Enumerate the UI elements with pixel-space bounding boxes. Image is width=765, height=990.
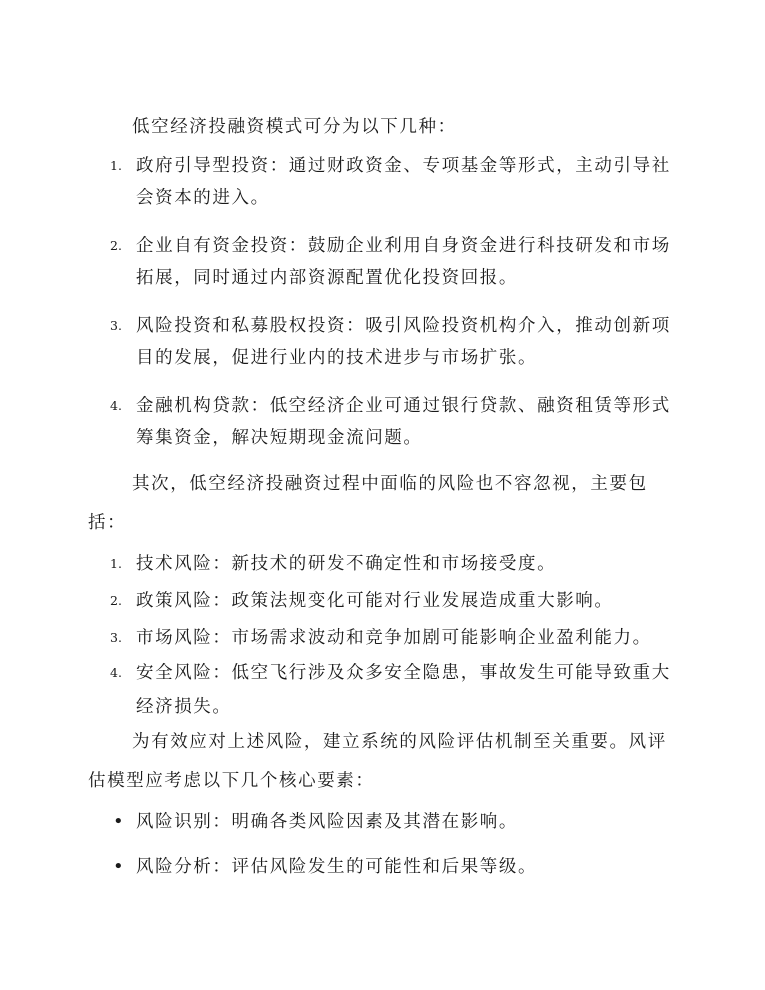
investment-mode-item-1 [88, 150, 680, 214]
list-item-text: 政府引导型投资：通过财政资金、专项基金等形式，主动引导社会资本的进入。 [136, 156, 671, 208]
list-item-text: 金融机构贷款：低空经济企业可通过银行贷款、融资租赁等形式筹集资金，解决短期现金流问题。 [136, 396, 671, 448]
element-item-2 [88, 851, 680, 883]
list-number: 2. [110, 238, 122, 253]
list-item-text: 企业自有资金投资：鼓励企业利用自身资金进行科技研发和市场拓展，同时通过内部资源配置优化投资回报。 [136, 236, 671, 288]
investment-mode-item-4 [88, 390, 680, 454]
list-item-text: 市场风险：市场需求波动和竞争加剧可能影响企业盈利能力。 [136, 628, 652, 648]
model-intro-paragraph: 为有效应对上述风险，建立系统的风险评估机制至关重要。风评估模型应考虑以下几个核心要素： [88, 732, 667, 791]
list-number: 2. [110, 593, 122, 608]
list-item-text: 风险投资和私募股权投资：吸引风险投资机构介入，推动创新项目的发展，促进行业内的技术进步与市场扩张。 [136, 316, 671, 368]
bullet-marker: • [113, 856, 124, 877]
investment-mode-item-3 [88, 310, 680, 374]
risk-item-3 [88, 621, 680, 655]
list-number: 4. [110, 398, 122, 413]
list-item-text: 政策风险：政策法规变化可能对行业发展造成重大影响。 [136, 591, 614, 611]
bullet-marker: • [113, 811, 124, 832]
list-item-text: 技术风险：新技术的研发不确定性和市场接受度。 [136, 554, 557, 574]
risk-item-1 [88, 547, 680, 581]
list-number: 1. [110, 556, 122, 571]
list-number: 4. [110, 665, 122, 680]
list-item-text: 安全风险：低空飞行涉及众多安全隐患，事故发生可能导致重大经济损失。 [136, 663, 671, 717]
list-number: 3. [110, 318, 122, 333]
list-item-text: 风险分析：评估风险发生的可能性和后果等级。 [136, 857, 538, 877]
risk-item-2 [88, 584, 680, 618]
element-item-1 [88, 806, 680, 838]
investment-mode-item-2 [88, 230, 680, 294]
risk-item-4 [88, 656, 680, 724]
intro-paragraph: 低空经济投融资模式可分为以下几种： [132, 117, 457, 137]
risk-intro-paragraph: 其次，低空经济投融资过程中面临的风险也不容忽视，主要包括： [88, 474, 648, 533]
list-number: 3. [110, 630, 122, 645]
list-item-text: 风险识别：明确各类风险因素及其潜在影响。 [136, 812, 518, 832]
list-number: 1. [110, 158, 122, 173]
